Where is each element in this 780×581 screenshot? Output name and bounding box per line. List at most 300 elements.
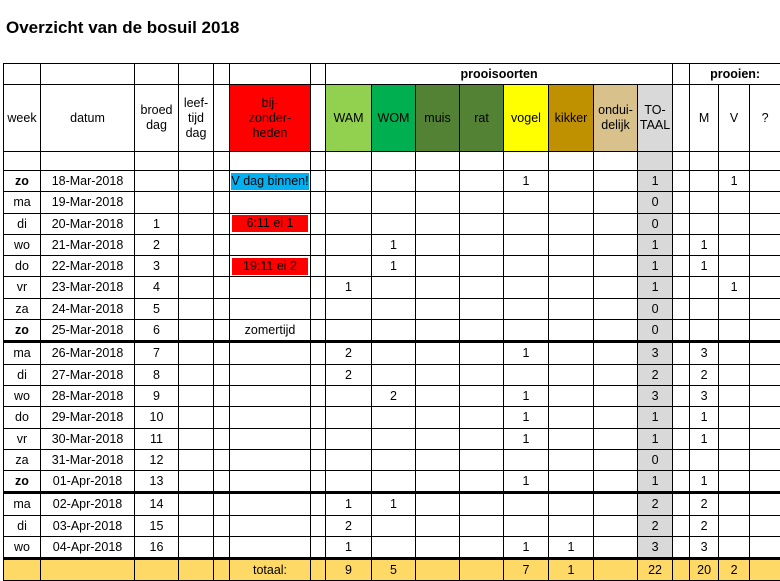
totaal-cell: 0 <box>638 449 673 470</box>
unknown-header: ? <box>750 85 780 152</box>
kikker-cell <box>549 515 594 536</box>
broeddag-cell: 1 <box>135 213 179 234</box>
gap-cell <box>311 407 326 428</box>
gap-cell <box>311 428 326 449</box>
rat-header: rat <box>460 85 504 152</box>
gap-cell <box>673 192 690 213</box>
broeddag-cell: 2 <box>135 234 179 255</box>
totaal-cell: 3 <box>638 342 673 364</box>
muis-cell <box>416 256 460 277</box>
wam-cell: 2 <box>326 364 372 385</box>
muis-cell <box>416 171 460 192</box>
bijzonderheden-label: 6:11 ei 1 <box>232 215 308 232</box>
v-cell <box>719 192 750 213</box>
gap-cell <box>311 320 326 342</box>
muis-cell <box>416 407 460 428</box>
muis-cell <box>416 234 460 255</box>
spacer-row <box>4 152 780 171</box>
datum-cell: 18-Mar-2018 <box>41 171 135 192</box>
m-cell: 3 <box>690 342 719 364</box>
rat-cell <box>460 171 504 192</box>
bijzonderheden-cell <box>230 428 311 449</box>
gap-cell <box>673 449 690 470</box>
m-cell <box>690 192 719 213</box>
vogel-cell: 1 <box>504 537 549 559</box>
v-cell <box>719 213 750 234</box>
muis-cell <box>416 192 460 213</box>
m-cell: 3 <box>690 537 719 559</box>
gap-cell <box>673 298 690 319</box>
week-cell: zo <box>4 320 41 342</box>
muis-cell <box>416 493 460 515</box>
table-row <box>4 277 780 298</box>
datum-header: datum <box>41 85 135 152</box>
wom-cell <box>372 192 416 213</box>
unknown-cell <box>750 493 780 515</box>
rat-cell <box>460 320 504 342</box>
table-row <box>4 471 780 493</box>
week-cell: do <box>4 407 41 428</box>
muis-cell <box>416 515 460 536</box>
totaal-header: TO- TAAL <box>638 85 673 152</box>
week-cell: do <box>4 256 41 277</box>
totals-label: totaal: <box>230 559 311 581</box>
vogel-cell <box>504 320 549 342</box>
unknown-cell <box>750 537 780 559</box>
ondui-cell <box>594 342 638 364</box>
wom-total: 5 <box>372 559 416 581</box>
gap-cell <box>673 407 690 428</box>
kikker-cell <box>549 385 594 406</box>
vogel-cell: 1 <box>504 428 549 449</box>
v-cell <box>719 298 750 319</box>
table-row <box>4 192 780 213</box>
m-cell <box>690 277 719 298</box>
m-cell: 1 <box>690 428 719 449</box>
kikker-cell <box>549 342 594 364</box>
unknown-cell <box>750 192 780 213</box>
m-cell: 2 <box>690 515 719 536</box>
gap-cell <box>673 213 690 234</box>
bijzonderheden-cell <box>230 277 311 298</box>
gap-cell <box>311 342 326 364</box>
wam-cell <box>326 213 372 234</box>
kikker-cell <box>549 192 594 213</box>
m-header: M <box>690 85 719 152</box>
unknown-cell <box>750 471 780 493</box>
kikker-cell <box>549 234 594 255</box>
broeddag-cell: 10 <box>135 407 179 428</box>
gap-cell <box>673 537 690 559</box>
v-total: 2 <box>719 559 750 581</box>
leeftijd-cell <box>179 192 214 213</box>
ondui-cell <box>594 213 638 234</box>
totaal-cell: 1 <box>638 256 673 277</box>
v-cell: 1 <box>719 277 750 298</box>
broeddag-cell: 11 <box>135 428 179 449</box>
week-cell: di <box>4 213 41 234</box>
m-cell: 2 <box>690 493 719 515</box>
muis-cell <box>416 471 460 493</box>
gap-cell <box>311 385 326 406</box>
leeftijd-cell <box>179 537 214 559</box>
totaal-cell: 0 <box>638 320 673 342</box>
wam-header: WAM <box>326 85 372 152</box>
leeftijd-cell <box>179 407 214 428</box>
gap-cell <box>311 449 326 470</box>
wom-cell <box>372 515 416 536</box>
week-cell: za <box>4 449 41 470</box>
ondui-cell <box>594 298 638 319</box>
kikker-cell: 1 <box>549 537 594 559</box>
m-cell <box>690 171 719 192</box>
totaal-cell: 1 <box>638 471 673 493</box>
muis-cell <box>416 320 460 342</box>
kikker-cell <box>549 428 594 449</box>
muis-cell <box>416 364 460 385</box>
page-title: Overzicht van de bosuil 2018 <box>6 18 239 38</box>
bijzonderheden-cell <box>230 407 311 428</box>
table-row <box>4 385 780 406</box>
datum-cell: 20-Mar-2018 <box>41 213 135 234</box>
wom-cell <box>372 342 416 364</box>
vogel-cell <box>504 493 549 515</box>
wom-cell <box>372 213 416 234</box>
week-cell: wo <box>4 385 41 406</box>
gap-cell <box>673 171 690 192</box>
muis-cell <box>416 298 460 319</box>
unknown-cell <box>750 407 780 428</box>
week-cell: ma <box>4 192 41 213</box>
v-cell <box>719 471 750 493</box>
gap-cell <box>673 320 690 342</box>
gap-cell <box>311 256 326 277</box>
leeftijd-cell <box>179 213 214 234</box>
vogel-cell: 1 <box>504 471 549 493</box>
table-row <box>4 428 780 449</box>
broeddag-cell: 8 <box>135 364 179 385</box>
gap-cell <box>214 515 230 536</box>
bijzonderheden-cell <box>230 385 311 406</box>
leeftijd-header: leef- tijd dag <box>179 85 214 152</box>
wam-cell: 2 <box>326 342 372 364</box>
gap-cell <box>311 213 326 234</box>
kikker-header: kikker <box>549 85 594 152</box>
rat-cell <box>460 192 504 213</box>
rat-cell <box>460 213 504 234</box>
datum-cell: 29-Mar-2018 <box>41 407 135 428</box>
gap-cell <box>214 364 230 385</box>
bijzonderheden-label: V dag binnen! <box>231 173 309 190</box>
bijzonderheden-cell <box>230 471 311 493</box>
unknown-cell <box>750 364 780 385</box>
datum-cell: 24-Mar-2018 <box>41 298 135 319</box>
wam-cell: 2 <box>326 515 372 536</box>
week-cell: ma <box>4 493 41 515</box>
m-total: 20 <box>690 559 719 581</box>
wom-cell <box>372 537 416 559</box>
gap-cell <box>214 471 230 493</box>
bijzonderheden-cell <box>230 449 311 470</box>
unknown-cell <box>750 213 780 234</box>
leeftijd-cell <box>179 298 214 319</box>
muis-cell <box>416 537 460 559</box>
bijzonderheden-cell <box>230 364 311 385</box>
table-row <box>4 364 780 385</box>
totaal-cell: 0 <box>638 298 673 319</box>
vogel-cell <box>504 256 549 277</box>
totaal-total: 22 <box>638 559 673 581</box>
totaal-cell: 3 <box>638 385 673 406</box>
rat-cell <box>460 515 504 536</box>
muis-cell <box>416 213 460 234</box>
table-row <box>4 537 780 559</box>
week-cell: za <box>4 298 41 319</box>
vogel-cell <box>504 213 549 234</box>
totaal-cell: 2 <box>638 515 673 536</box>
gap-cell <box>214 171 230 192</box>
prooien-header: prooien: <box>690 64 780 85</box>
vogel-cell: 1 <box>504 171 549 192</box>
table-row <box>4 213 780 234</box>
gap-cell <box>673 515 690 536</box>
m-cell <box>690 298 719 319</box>
ondui-cell <box>594 277 638 298</box>
leeftijd-cell <box>179 342 214 364</box>
v-cell <box>719 515 750 536</box>
broeddag-cell: 6 <box>135 320 179 342</box>
prooisoorten-header: prooisoorten <box>326 64 673 85</box>
leeftijd-cell <box>179 256 214 277</box>
v-cell <box>719 234 750 255</box>
week-cell: zo <box>4 171 41 192</box>
bijzonderheden-cell <box>230 342 311 364</box>
vogel-cell <box>504 449 549 470</box>
gap-cell <box>311 493 326 515</box>
gap-cell <box>214 277 230 298</box>
rat-cell <box>460 493 504 515</box>
ondui-cell <box>594 515 638 536</box>
v-cell <box>719 385 750 406</box>
kikker-cell <box>549 213 594 234</box>
bijzonderheden-cell <box>230 192 311 213</box>
m-cell: 2 <box>690 364 719 385</box>
gap-cell <box>673 364 690 385</box>
wam-cell <box>326 192 372 213</box>
m-cell: 1 <box>690 234 719 255</box>
broeddag-cell: 5 <box>135 298 179 319</box>
v-cell <box>719 256 750 277</box>
wam-cell <box>326 256 372 277</box>
vogel-cell: 1 <box>504 342 549 364</box>
gap-cell <box>311 515 326 536</box>
week-header: week <box>4 85 41 152</box>
broeddag-cell: 3 <box>135 256 179 277</box>
m-cell: 3 <box>690 385 719 406</box>
wam-cell <box>326 234 372 255</box>
rat-cell <box>460 471 504 493</box>
kikker-cell <box>549 320 594 342</box>
gap-cell <box>214 407 230 428</box>
rat-cell <box>460 277 504 298</box>
wom-cell: 1 <box>372 256 416 277</box>
ondui-cell <box>594 234 638 255</box>
rat-cell <box>460 449 504 470</box>
rat-cell <box>460 234 504 255</box>
vogel-cell <box>504 515 549 536</box>
unknown-cell <box>750 320 780 342</box>
totaal-cell: 1 <box>638 171 673 192</box>
m-cell: 1 <box>690 471 719 493</box>
wom-cell <box>372 277 416 298</box>
ondui-cell <box>594 537 638 559</box>
datum-cell: 19-Mar-2018 <box>41 192 135 213</box>
gap-cell <box>214 493 230 515</box>
wom-header: WOM <box>372 85 416 152</box>
week-cell: di <box>4 364 41 385</box>
bijzonderheden-label: zomertijd <box>232 322 308 339</box>
v-cell <box>719 320 750 342</box>
week-cell: wo <box>4 234 41 255</box>
table-row <box>4 320 780 342</box>
datum-cell: 28-Mar-2018 <box>41 385 135 406</box>
vogel-cell <box>504 277 549 298</box>
datum-cell: 02-Apr-2018 <box>41 493 135 515</box>
gap-cell <box>214 537 230 559</box>
week-cell: wo <box>4 537 41 559</box>
m-cell <box>690 449 719 470</box>
v-cell <box>719 449 750 470</box>
header-top-row <box>4 64 780 85</box>
kikker-cell <box>549 407 594 428</box>
kikker-cell <box>549 256 594 277</box>
totaal-cell: 1 <box>638 428 673 449</box>
ondui-cell <box>594 256 638 277</box>
m-cell: 1 <box>690 407 719 428</box>
week-cell: vr <box>4 277 41 298</box>
totaal-cell: 1 <box>638 407 673 428</box>
kikker-cell <box>549 471 594 493</box>
broeddag-cell: 13 <box>135 471 179 493</box>
broeddag-header: broed dag <box>135 85 179 152</box>
onduidelijk-header: ondui- delijk <box>594 85 638 152</box>
broeddag-cell: 16 <box>135 537 179 559</box>
broeddag-cell <box>135 171 179 192</box>
m-cell <box>690 213 719 234</box>
table-row <box>4 493 780 515</box>
kikker-cell <box>549 449 594 470</box>
datum-cell: 21-Mar-2018 <box>41 234 135 255</box>
datum-cell: 22-Mar-2018 <box>41 256 135 277</box>
v-header: V <box>719 85 750 152</box>
totaal-cell: 1 <box>638 277 673 298</box>
broeddag-cell: 7 <box>135 342 179 364</box>
wom-cell: 2 <box>372 385 416 406</box>
unknown-cell <box>750 449 780 470</box>
totaal-cell: 2 <box>638 364 673 385</box>
muis-header: muis <box>416 85 460 152</box>
ondui-cell <box>594 364 638 385</box>
rat-cell <box>460 364 504 385</box>
unknown-cell <box>750 428 780 449</box>
v-cell <box>719 428 750 449</box>
unknown-cell <box>750 515 780 536</box>
leeftijd-cell <box>179 234 214 255</box>
bijzonderheden-label: 19:11 ei 2 <box>232 258 308 275</box>
gap-cell <box>214 298 230 319</box>
leeftijd-cell <box>179 277 214 298</box>
wam-total: 9 <box>326 559 372 581</box>
datum-cell: 04-Apr-2018 <box>41 537 135 559</box>
leeftijd-cell <box>179 320 214 342</box>
kikker-cell <box>549 364 594 385</box>
wom-cell <box>372 320 416 342</box>
gap-cell <box>214 342 230 364</box>
table-row <box>4 449 780 470</box>
wam-cell: 1 <box>326 277 372 298</box>
gap-cell <box>311 192 326 213</box>
wam-cell <box>326 428 372 449</box>
gap-cell <box>311 471 326 493</box>
datum-cell: 26-Mar-2018 <box>41 342 135 364</box>
leeftijd-cell <box>179 493 214 515</box>
datum-cell: 27-Mar-2018 <box>41 364 135 385</box>
unknown-cell <box>750 385 780 406</box>
week-cell: zo <box>4 471 41 493</box>
gap-cell <box>311 364 326 385</box>
gap-cell <box>673 493 690 515</box>
week-cell: ma <box>4 342 41 364</box>
wom-cell: 1 <box>372 493 416 515</box>
bijzonderheden-cell <box>230 320 311 342</box>
v-cell <box>719 493 750 515</box>
leeftijd-cell <box>179 364 214 385</box>
ondui-cell <box>594 449 638 470</box>
wom-cell <box>372 428 416 449</box>
gap-cell <box>214 234 230 255</box>
totaal-cell: 2 <box>638 493 673 515</box>
totaal-cell: 1 <box>638 234 673 255</box>
wam-cell <box>326 385 372 406</box>
wam-cell <box>326 449 372 470</box>
bijzonderheden-cell <box>230 171 311 192</box>
table-row <box>4 256 780 277</box>
m-cell: 1 <box>690 256 719 277</box>
gap-cell <box>311 277 326 298</box>
bijzonderheden-cell <box>230 213 311 234</box>
broeddag-cell: 9 <box>135 385 179 406</box>
unknown-cell <box>750 234 780 255</box>
totaal-cell: 0 <box>638 192 673 213</box>
wom-cell <box>372 449 416 470</box>
vogel-cell <box>504 234 549 255</box>
wom-cell <box>372 171 416 192</box>
kikker-cell <box>549 171 594 192</box>
wom-cell: 1 <box>372 234 416 255</box>
muis-cell <box>416 385 460 406</box>
broeddag-cell: 12 <box>135 449 179 470</box>
bijzonderheden-cell <box>230 515 311 536</box>
rat-cell <box>460 298 504 319</box>
muis-cell <box>416 342 460 364</box>
ondui-cell <box>594 192 638 213</box>
ondui-cell <box>594 428 638 449</box>
rat-cell <box>460 385 504 406</box>
table-row <box>4 407 780 428</box>
kikker-cell <box>549 298 594 319</box>
unknown-cell <box>750 277 780 298</box>
ondui-cell <box>594 385 638 406</box>
